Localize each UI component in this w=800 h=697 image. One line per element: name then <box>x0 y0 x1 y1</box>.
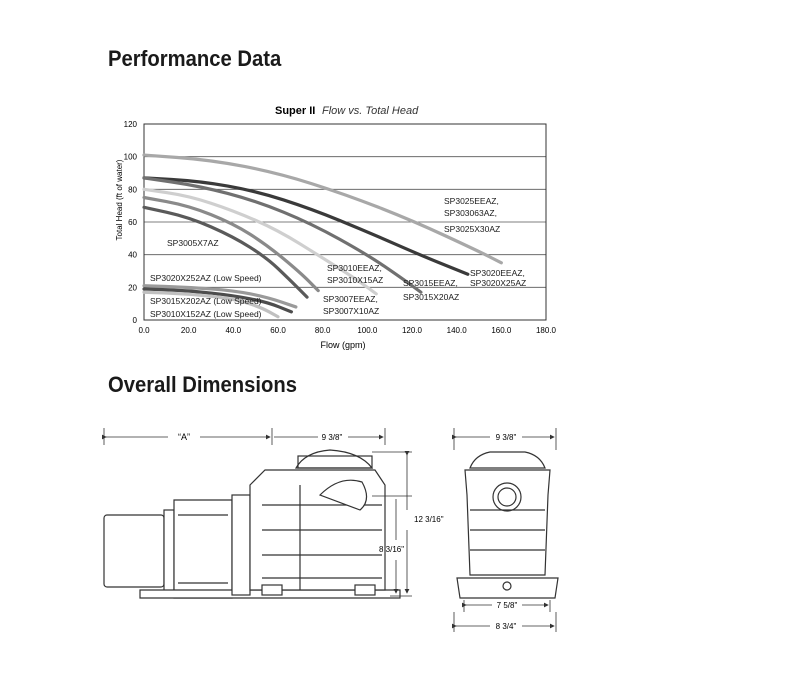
performance-data-heading: Performance Data <box>108 46 282 71</box>
pump-side-view <box>104 450 400 598</box>
x-tick-label: 60.0 <box>270 326 286 335</box>
curve-label: SP3025X30AZ <box>444 224 501 234</box>
x-tick-label: 180.0 <box>535 326 557 335</box>
dimension-base-inner: 7 5/8" <box>496 601 518 610</box>
front-lid <box>470 452 545 468</box>
x-tick-label: 0.0 <box>138 326 150 335</box>
curve-label: SP3005X7AZ <box>167 238 219 248</box>
y-tick-label: 20 <box>128 283 137 293</box>
curve-label: SP3007X10AZ <box>323 306 380 316</box>
dimension-base-outer: 8 3/4" <box>495 622 517 631</box>
dimension-overall-height: 12 3/16" <box>414 515 444 524</box>
overall-dimensions-heading: Overall Dimensions <box>108 372 297 397</box>
y-tick-label: 40 <box>128 250 137 260</box>
chart-title-bold: Super II <box>275 105 316 117</box>
curve-label: SP3007EEAZ, <box>323 294 378 304</box>
curve-label: SP3010X152AZ (Low Speed) <box>150 309 262 319</box>
chart-title-italic: Flow vs. Total Head <box>322 105 419 117</box>
curve-label: SP3020X252AZ (Low Speed) <box>150 273 262 283</box>
curve-label: SP3015X202AZ (Low Speed) <box>150 296 262 306</box>
dimension-side-depth: 9 3/8" <box>321 433 343 442</box>
motor-collar <box>164 510 174 592</box>
x-tick-label: 40.0 <box>225 326 242 335</box>
x-tick-label: 160.0 <box>491 326 512 335</box>
y-tick-label: 0 <box>132 316 137 325</box>
y-tick-label: 60 <box>128 218 137 227</box>
curve-label: SP3010X15AZ <box>327 275 384 285</box>
x-axis-label: Flow (gpm) <box>320 340 366 350</box>
curve-label: SP3015EEAZ, <box>403 278 458 288</box>
curve-label: SP303063AZ, <box>444 208 497 218</box>
dimension-front-width: 9 3/8" <box>495 433 517 442</box>
y-tick-label: 100 <box>123 152 137 162</box>
pump-front-view <box>457 452 558 598</box>
y-tick-label: 120 <box>123 120 137 129</box>
strainer-lid <box>296 450 372 468</box>
y-axis-label: Total Head (ft of water) <box>115 159 124 241</box>
curve-label: SP3010EEAZ, <box>327 263 382 273</box>
curve-label: SP3025EEAZ, <box>444 196 499 206</box>
x-tick-label: 20.0 <box>180 326 197 335</box>
dimension-inlet-height: 8 3/16" <box>379 545 405 554</box>
curve-label: SP3015X20AZ <box>403 292 460 302</box>
x-tick-label: 140.0 <box>446 326 467 335</box>
y-tick-label: 80 <box>128 185 137 195</box>
curve-label: SP3020EEAZ, <box>470 268 525 278</box>
dimension-a: “A” <box>178 432 190 442</box>
x-tick-label: 100.0 <box>357 326 378 335</box>
motor-body <box>104 515 164 587</box>
curve-label: SP3020X25AZ <box>470 278 527 288</box>
seal-plate <box>232 495 250 595</box>
x-tick-label: 120.0 <box>401 326 423 335</box>
x-tick-label: 80.0 <box>314 326 331 335</box>
